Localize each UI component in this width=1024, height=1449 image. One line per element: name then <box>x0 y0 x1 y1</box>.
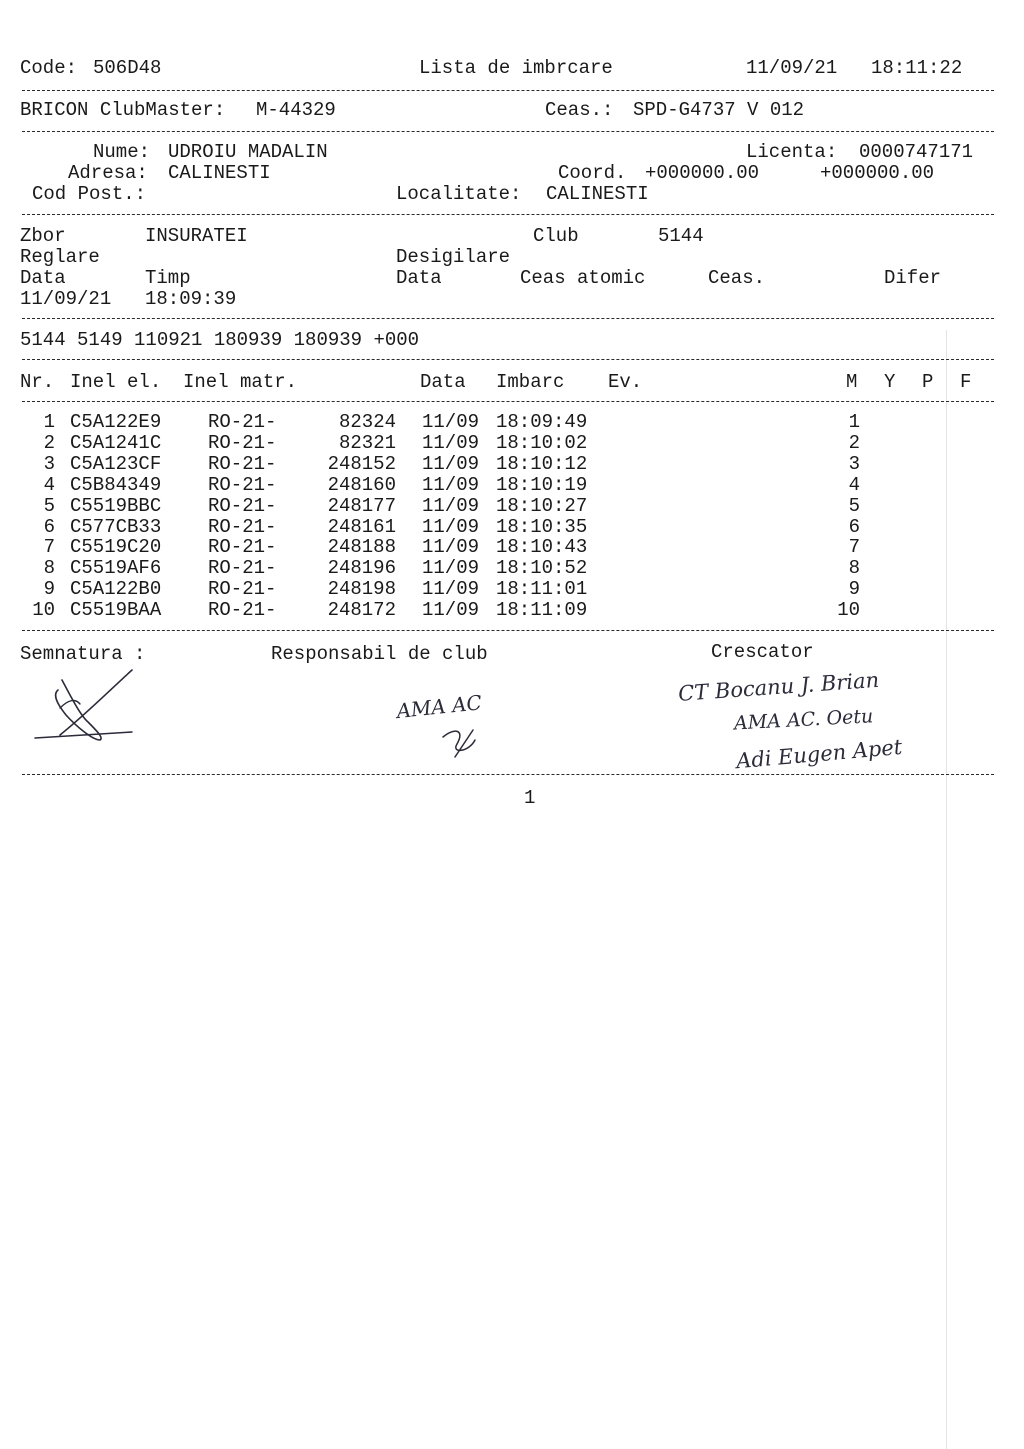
col-header-f: F <box>960 371 972 393</box>
timp-label: Timp <box>145 267 191 289</box>
difer-label: Difer <box>884 267 942 289</box>
coord-label: Coord. <box>558 162 627 184</box>
row-nr: 10 <box>32 599 55 622</box>
licenta-value: 0000747171 <box>859 141 974 163</box>
licenta-label: Licenta: <box>746 141 838 163</box>
code-value: 506D48 <box>93 57 162 79</box>
separator <box>22 90 994 91</box>
separator <box>22 401 994 402</box>
row-nr: 8 <box>43 557 55 580</box>
header-time: 18:11:22 <box>871 57 963 79</box>
separator <box>22 630 994 631</box>
club-value: 5144 <box>658 225 704 247</box>
crescator-label: Crescator <box>711 641 814 663</box>
row-inel-matr: 248196 <box>327 557 396 580</box>
row-m: 7 <box>848 536 860 559</box>
ceas-value: SPD-G4737 V 012 <box>633 99 805 121</box>
row-m: 3 <box>848 452 860 475</box>
localitate-value: CALINESTI <box>546 183 649 205</box>
handwritten-crescator-signatures <box>670 655 990 780</box>
coord-y: +000000.00 <box>820 162 935 184</box>
reglare-time: 18:09:39 <box>145 288 237 310</box>
row-prefix: RO-21- <box>208 411 277 433</box>
row-inel-matr: 248198 <box>327 578 396 601</box>
row-time: 18:10:35 <box>496 515 588 538</box>
row-inel-el: C5A1241C <box>70 431 162 454</box>
codpost-label: Cod Post.: <box>32 183 147 205</box>
row-m: 10 <box>837 599 860 622</box>
row-prefix: RO-21- <box>208 494 277 517</box>
row-nr: 2 <box>43 431 55 454</box>
row-date: 11/09 <box>422 557 480 580</box>
row-inel-el: C5519BBC <box>70 494 162 517</box>
page-number: 1 <box>524 787 536 809</box>
row-inel-matr: 248177 <box>327 494 396 517</box>
col-header-data: Data <box>420 371 466 393</box>
row-time: 18:10:12 <box>496 452 588 475</box>
row-prefix: RO-21- <box>208 557 277 580</box>
data-label: Data <box>20 267 66 289</box>
row-time: 18:10:19 <box>496 473 588 496</box>
col-header-ev: Ev. <box>608 371 643 393</box>
row-inel-el: C5A122E9 <box>70 411 162 433</box>
row-inel-el: C5519BAA <box>70 599 162 622</box>
row-nr: 6 <box>43 515 55 538</box>
row-time: 18:10:52 <box>496 557 588 580</box>
row-prefix: RO-21- <box>208 515 277 538</box>
coord-x: +000000.00 <box>645 162 760 184</box>
row-time: 18:11:09 <box>496 599 588 622</box>
row-date: 11/09 <box>422 515 480 538</box>
row-inel-el: C5A123CF <box>70 452 162 475</box>
col-header-nr: Nr. <box>20 371 55 393</box>
row-m: 5 <box>848 494 860 517</box>
row-inel-el: C5B84349 <box>70 473 162 496</box>
row-time: 18:10:02 <box>496 431 588 454</box>
col-header-imbarc: Imbarc <box>496 371 565 393</box>
row-date: 11/09 <box>422 452 480 475</box>
reglare-label: Reglare <box>20 246 100 268</box>
code-line: 5144 5149 110921 180939 180939 +000 <box>20 329 420 351</box>
col-header-p: P <box>922 371 934 393</box>
ceas-column-label: Ceas. <box>708 267 766 289</box>
row-inel-matr: 248172 <box>327 599 396 622</box>
row-time: 18:10:43 <box>496 536 588 559</box>
zbor-label: Zbor <box>20 225 66 247</box>
row-inel-matr: 248161 <box>327 515 396 538</box>
zbor-value: INSURATEI <box>145 225 248 247</box>
row-inel-matr: 248160 <box>327 473 396 496</box>
row-nr: 9 <box>43 578 55 601</box>
ceas-atomic-label: Ceas atomic <box>520 267 646 289</box>
row-nr: 1 <box>43 411 55 433</box>
responsabil-label: Responsabil de club <box>271 643 488 665</box>
localitate-label: Localitate: <box>396 183 522 205</box>
document-title: Lista de imbrcare <box>419 57 613 79</box>
scan-edge-line <box>946 330 947 1449</box>
row-m: 8 <box>848 557 860 580</box>
row-prefix: RO-21- <box>208 431 277 454</box>
row-nr: 3 <box>43 452 55 475</box>
row-inel-matr: 82321 <box>338 431 396 454</box>
row-nr: 7 <box>43 536 55 559</box>
row-inel-matr: 82324 <box>338 411 396 433</box>
row-inel-matr: 248152 <box>327 452 396 475</box>
separator <box>22 131 994 132</box>
ceas-label: Ceas.: <box>545 99 614 121</box>
col-header-inel-matr: Inel matr. <box>183 371 298 393</box>
semnatura-label: Semnatura : <box>20 643 146 665</box>
col-header-inel-el: Inel el. <box>70 371 162 393</box>
code-label: Code: <box>20 57 78 79</box>
club-label: Club <box>533 225 579 247</box>
row-prefix: RO-21- <box>208 473 277 496</box>
reglare-date: 11/09/21 <box>20 288 112 310</box>
separator <box>22 359 994 360</box>
row-date: 11/09 <box>422 494 480 517</box>
row-inel-matr: 248188 <box>327 536 396 559</box>
row-date: 11/09 <box>422 473 480 496</box>
row-date: 11/09 <box>422 536 480 559</box>
row-date: 11/09 <box>422 599 480 622</box>
row-nr: 4 <box>43 473 55 496</box>
row-prefix: RO-21- <box>208 578 277 601</box>
nume-label: Nume: <box>93 141 151 163</box>
row-prefix: RO-21- <box>208 599 277 622</box>
row-m: 6 <box>848 515 860 538</box>
handwritten-crescator-line-1: CT Bocanu J. Brian <box>677 667 880 706</box>
separator <box>22 774 994 775</box>
row-inel-el: C577CB33 <box>70 515 162 538</box>
bricon-label: BRICON ClubMaster: <box>20 99 226 121</box>
nume-value: UDROIU MADALIN <box>168 141 328 163</box>
handwritten-club-signature <box>395 682 525 772</box>
separator <box>22 318 994 319</box>
handwritten-club-text: AMA AC <box>395 690 483 724</box>
col-header-y: Y <box>884 371 896 393</box>
adresa-label: Adresa: <box>68 162 148 184</box>
row-time: 18:09:49 <box>496 411 588 433</box>
desigilare-data-label: Data <box>396 267 442 289</box>
row-date: 11/09 <box>422 431 480 454</box>
row-inel-el: C5A122B0 <box>70 578 162 601</box>
desigilare-label: Desigilare <box>396 246 511 268</box>
separator <box>22 214 994 215</box>
handwritten-crescator-line-2: AMA AC. Oetu <box>733 705 874 735</box>
row-m: 9 <box>848 578 860 601</box>
row-inel-el: C5519AF6 <box>70 557 162 580</box>
row-inel-el: C5519C20 <box>70 536 162 559</box>
row-date: 11/09 <box>422 578 480 601</box>
row-m: 2 <box>848 431 860 454</box>
row-time: 18:11:01 <box>496 578 588 601</box>
handwritten-signature-left <box>30 660 140 745</box>
row-prefix: RO-21- <box>208 536 277 559</box>
row-m: 4 <box>848 473 860 496</box>
row-date: 11/09 <box>422 411 480 433</box>
adresa-value: CALINESTI <box>168 162 271 184</box>
header-date: 11/09/21 <box>746 57 838 79</box>
col-header-m: M <box>846 371 858 393</box>
handwritten-crescator-line-3: Adi Eugen Apet <box>735 734 904 774</box>
row-nr: 5 <box>43 494 55 517</box>
row-time: 18:10:27 <box>496 494 588 517</box>
row-prefix: RO-21- <box>208 452 277 475</box>
bricon-value: M-44329 <box>256 99 336 121</box>
row-m: 1 <box>848 411 860 433</box>
